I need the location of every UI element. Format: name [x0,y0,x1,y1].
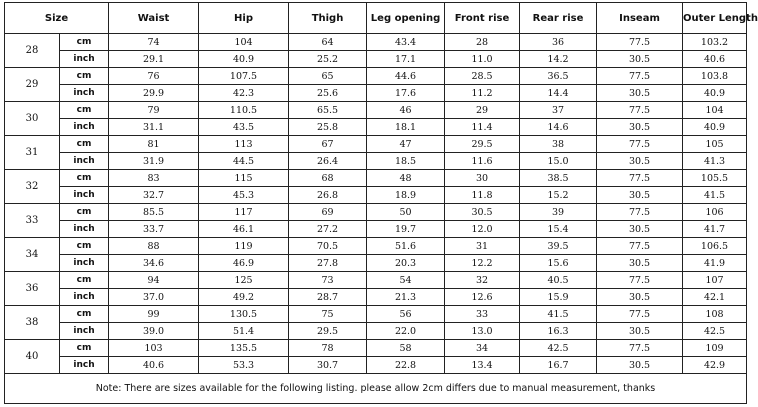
table-row [5,357,747,374]
header-rear-rise: Rear rise [520,3,597,34]
unit-cell: cm [60,204,109,221]
measurement-cell: 46 [367,102,445,119]
measurement-cell: 28.7 [289,289,367,306]
measurement-cell: 30 [445,170,520,187]
measurement-cell: 30.5 [597,255,683,272]
measurement-cell: 39.0 [109,323,199,340]
measurement-cell: 44.6 [367,68,445,85]
unit-cell: inch [60,119,109,136]
size-cell: 28 [5,34,60,68]
table-row [5,306,747,323]
size-chart [4,2,758,404]
measurement-cell: 25.2 [289,51,367,68]
measurement-cell: 30.5 [597,357,683,374]
measurement-cell: 77.5 [597,238,683,255]
size-cell: 32 [5,170,60,204]
measurement-cell: 34.6 [109,255,199,272]
measurement-cell: 51.4 [199,323,289,340]
measurement-cell: 15.9 [520,289,597,306]
measurement-cell: 15.4 [520,221,597,238]
measurement-cell: 73 [289,272,367,289]
measurement-cell: 31 [445,238,520,255]
size-cell: 40 [5,340,60,374]
measurement-cell: 77.5 [597,102,683,119]
measurement-cell: 22.0 [367,323,445,340]
measurement-cell: 26.8 [289,187,367,204]
unit-cell: inch [60,323,109,340]
table-row [5,153,747,170]
unit-cell: inch [60,51,109,68]
unit-cell: inch [60,187,109,204]
measurement-cell: 43.4 [367,34,445,51]
table-row [5,102,747,119]
measurement-cell: 36 [520,34,597,51]
measurement-cell: 40.9 [683,85,747,102]
measurement-cell: 53.3 [199,357,289,374]
measurement-cell: 47 [367,136,445,153]
measurement-cell: 54 [367,272,445,289]
unit-cell: cm [60,34,109,51]
measurement-cell: 113 [199,136,289,153]
table-row [5,289,747,306]
measurement-cell: 17.1 [367,51,445,68]
measurement-cell: 28.5 [445,68,520,85]
table-row [5,119,747,136]
measurement-cell: 32 [445,272,520,289]
measurement-cell: 77.5 [597,68,683,85]
measurement-cell: 77.5 [597,272,683,289]
measurement-cell: 12.2 [445,255,520,272]
measurement-cell: 75 [289,306,367,323]
measurement-cell: 77.5 [597,306,683,323]
table-row [5,204,747,221]
unit-cell: cm [60,136,109,153]
header-thigh: Thigh [289,3,367,34]
measurement-cell: 107 [683,272,747,289]
measurement-cell: 130.5 [199,306,289,323]
measurement-cell: 18.1 [367,119,445,136]
measurement-cell: 27.2 [289,221,367,238]
measurement-cell: 30.5 [597,221,683,238]
measurement-cell: 37 [520,102,597,119]
header-row [5,3,747,34]
header-waist: Waist [109,3,199,34]
measurement-cell: 65 [289,68,367,85]
unit-cell: inch [60,153,109,170]
measurement-cell: 37.0 [109,289,199,306]
measurement-cell: 29 [445,102,520,119]
measurement-cell: 41.5 [520,306,597,323]
measurement-cell: 15.6 [520,255,597,272]
measurement-cell: 50 [367,204,445,221]
size-cell: 34 [5,238,60,272]
table-row [5,85,747,102]
measurement-cell: 38.5 [520,170,597,187]
table-row [5,34,747,51]
measurement-cell: 38 [520,136,597,153]
header-inseam: Inseam [597,3,683,34]
measurement-cell: 68 [289,170,367,187]
measurement-cell: 49.2 [199,289,289,306]
measurement-cell: 56 [367,306,445,323]
measurement-cell: 106 [683,204,747,221]
measurement-cell: 13.0 [445,323,520,340]
measurement-cell: 119 [199,238,289,255]
measurement-cell: 83 [109,170,199,187]
measurement-cell: 30.5 [597,289,683,306]
measurement-cell: 11.0 [445,51,520,68]
measurement-cell: 40.9 [199,51,289,68]
unit-cell: cm [60,170,109,187]
header-leg-opening: Leg opening [367,3,445,34]
measurement-cell: 29.5 [289,323,367,340]
measurement-cell: 12.6 [445,289,520,306]
measurement-cell: 29.1 [109,51,199,68]
measurement-cell: 16.3 [520,323,597,340]
measurement-cell: 29.5 [445,136,520,153]
measurement-cell: 77.5 [597,340,683,357]
measurement-cell: 69 [289,204,367,221]
measurement-cell: 11.6 [445,153,520,170]
measurement-cell: 13.4 [445,357,520,374]
measurement-cell: 99 [109,306,199,323]
header-outer-length: Outer Length [683,3,747,34]
measurement-cell: 77.5 [597,204,683,221]
measurement-cell: 25.8 [289,119,367,136]
measurement-cell: 36.5 [520,68,597,85]
unit-cell: inch [60,221,109,238]
measurement-cell: 135.5 [199,340,289,357]
size-cell: 30 [5,102,60,136]
measurement-cell: 46.9 [199,255,289,272]
measurement-cell: 51.6 [367,238,445,255]
table-row [5,238,747,255]
measurement-cell: 94 [109,272,199,289]
measurement-cell: 81 [109,136,199,153]
size-cell: 33 [5,204,60,238]
measurement-cell: 65.5 [289,102,367,119]
measurement-cell: 28 [445,34,520,51]
measurement-cell: 26.4 [289,153,367,170]
measurement-cell: 42.3 [199,85,289,102]
measurement-cell: 70.5 [289,238,367,255]
size-cell: 29 [5,68,60,102]
measurement-cell: 30.5 [597,153,683,170]
unit-cell: cm [60,68,109,85]
measurement-cell: 78 [289,340,367,357]
measurement-cell: 43.5 [199,119,289,136]
measurement-cell: 76 [109,68,199,85]
measurement-cell: 104 [683,102,747,119]
measurement-cell: 108 [683,306,747,323]
measurement-cell: 16.7 [520,357,597,374]
unit-cell: cm [60,238,109,255]
measurement-cell: 103.8 [683,68,747,85]
measurement-cell: 42.5 [520,340,597,357]
unit-cell: inch [60,289,109,306]
unit-cell: inch [60,85,109,102]
measurement-cell: 115 [199,170,289,187]
unit-cell: cm [60,272,109,289]
measurement-cell: 125 [199,272,289,289]
measurement-cell: 39 [520,204,597,221]
table-row [5,136,747,153]
size-cell: 38 [5,306,60,340]
measurement-cell: 15.2 [520,187,597,204]
measurement-cell: 30.5 [445,204,520,221]
measurement-cell: 105 [683,136,747,153]
measurement-cell: 15.0 [520,153,597,170]
measurement-cell: 85.5 [109,204,199,221]
measurement-cell: 12.0 [445,221,520,238]
measurement-cell: 77.5 [597,136,683,153]
measurement-cell: 11.4 [445,119,520,136]
measurement-cell: 67 [289,136,367,153]
measurement-cell: 14.4 [520,85,597,102]
measurement-cell: 77.5 [597,170,683,187]
measurement-cell: 32.7 [109,187,199,204]
measurement-cell: 21.3 [367,289,445,306]
measurement-cell: 34 [445,340,520,357]
note-row [5,374,747,404]
measurement-cell: 107.5 [199,68,289,85]
measurement-cell: 103.2 [683,34,747,51]
unit-cell: cm [60,306,109,323]
header-front-rise: Front rise [445,3,520,34]
table-body [5,34,747,374]
table-row [5,340,747,357]
measurement-cell: 40.9 [683,119,747,136]
measurement-cell: 19.7 [367,221,445,238]
unit-cell: cm [60,102,109,119]
measurement-cell: 20.3 [367,255,445,272]
measurement-cell: 18.9 [367,187,445,204]
measurement-cell: 25.6 [289,85,367,102]
measurement-cell: 44.5 [199,153,289,170]
measurement-cell: 74 [109,34,199,51]
measurement-cell: 27.8 [289,255,367,272]
measurement-cell: 30.5 [597,51,683,68]
table-row [5,221,747,238]
unit-cell: inch [60,255,109,272]
measurement-cell: 18.5 [367,153,445,170]
measurement-cell: 30.5 [597,323,683,340]
table-row [5,170,747,187]
measurement-cell: 11.8 [445,187,520,204]
measurement-cell: 79 [109,102,199,119]
measurement-cell: 22.8 [367,357,445,374]
measurement-cell: 39.5 [520,238,597,255]
measurement-cell: 30.5 [597,119,683,136]
header-hip: Hip [199,3,289,34]
measurement-cell: 45.3 [199,187,289,204]
table-row [5,51,747,68]
note-text: Note: There are sizes available for the following listing. please allow 2cm differs due to manual measurement, thanks [5,374,747,404]
measurement-cell: 30.5 [597,85,683,102]
measurement-cell: 104 [199,34,289,51]
measurement-cell: 42.5 [683,323,747,340]
measurement-cell: 105.5 [683,170,747,187]
measurement-cell: 30.7 [289,357,367,374]
size-cell: 31 [5,136,60,170]
table-row [5,323,747,340]
unit-cell: cm [60,340,109,357]
table-row [5,68,747,85]
measurement-cell: 41.3 [683,153,747,170]
table-row [5,255,747,272]
measurement-cell: 41.9 [683,255,747,272]
table-row [5,187,747,204]
measurement-cell: 33.7 [109,221,199,238]
measurement-cell: 11.2 [445,85,520,102]
measurement-cell: 117 [199,204,289,221]
measurement-cell: 40.6 [109,357,199,374]
measurement-cell: 17.6 [367,85,445,102]
measurement-cell: 40.5 [520,272,597,289]
size-table [4,2,758,404]
measurement-cell: 77.5 [597,34,683,51]
measurement-cell: 110.5 [199,102,289,119]
measurement-cell: 42.9 [683,357,747,374]
measurement-cell: 103 [109,340,199,357]
measurement-cell: 29.9 [109,85,199,102]
measurement-cell: 64 [289,34,367,51]
measurement-cell: 48 [367,170,445,187]
measurement-cell: 41.5 [683,187,747,204]
measurement-cell: 14.6 [520,119,597,136]
measurement-cell: 30.5 [597,187,683,204]
measurement-cell: 106.5 [683,238,747,255]
table-row [5,272,747,289]
measurement-cell: 42.1 [683,289,747,306]
measurement-cell: 109 [683,340,747,357]
measurement-cell: 14.2 [520,51,597,68]
measurement-cell: 58 [367,340,445,357]
size-cell: 36 [5,272,60,306]
measurement-cell: 40.6 [683,51,747,68]
measurement-cell: 46.1 [199,221,289,238]
unit-cell: inch [60,357,109,374]
measurement-cell: 88 [109,238,199,255]
header-size: Size [5,3,109,34]
measurement-cell: 31.1 [109,119,199,136]
measurement-cell: 41.7 [683,221,747,238]
measurement-cell: 33 [445,306,520,323]
measurement-cell: 31.9 [109,153,199,170]
